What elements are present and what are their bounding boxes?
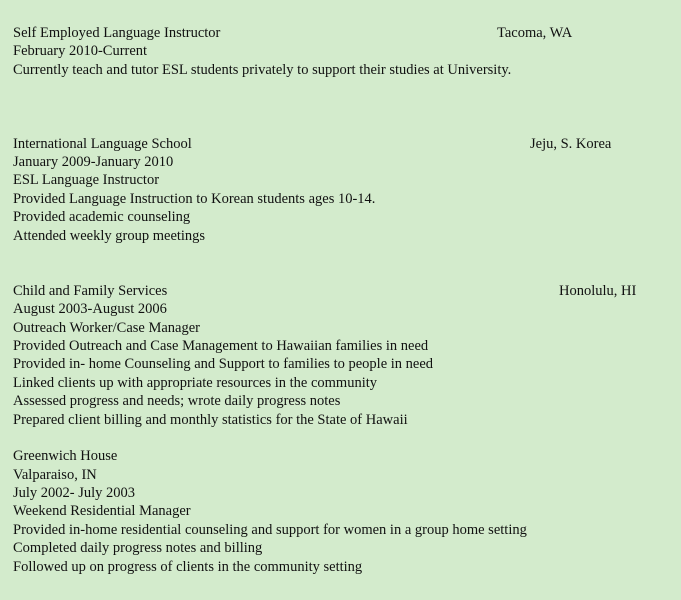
job-detail: Provided in- home Counseling and Support to families to people in need xyxy=(13,356,434,372)
job-employer: Self Employed Language Instructor xyxy=(13,25,221,41)
job-title: Outreach Worker/Case Manager xyxy=(13,320,200,336)
job-location: Jeju, S. Korea xyxy=(530,136,612,152)
job-detail: Provided Language Instruction to Korean students ages 10-14. xyxy=(13,191,376,207)
job-title: ESL Language Instructor xyxy=(13,172,160,188)
job-detail: Provided in-home residential counseling and support for women in a group home setting xyxy=(13,522,527,538)
job-detail: Assessed progress and needs; wrote daily progress notes xyxy=(13,393,341,409)
job-employer: International Language School xyxy=(13,136,192,152)
job-detail: Currently teach and tutor ESL students privately to support their studies at University. xyxy=(13,62,512,78)
job-dates: July 2002- July 2003 xyxy=(13,485,136,501)
job-location: Valparaiso, IN xyxy=(13,467,97,483)
job-employer: Greenwich House xyxy=(13,448,118,464)
job-location: Honolulu, HI xyxy=(559,283,637,299)
job-dates: February 2010-Current xyxy=(13,43,148,59)
job-dates: January 2009-January 2010 xyxy=(13,154,174,170)
job-dates: August 2003-August 2006 xyxy=(13,301,167,317)
job-location: Tacoma, WA xyxy=(497,25,573,41)
job-detail: Prepared client billing and monthly statistics for the State of Hawaii xyxy=(13,412,408,428)
job-detail: Provided Outreach and Case Management to Hawaiian families in need xyxy=(13,338,429,354)
job-detail: Provided academic counseling xyxy=(13,209,191,225)
resume-experience-section xyxy=(13,0,673,600)
job-detail: Followed up on progress of clients in the community setting xyxy=(13,559,363,575)
job-title: Weekend Residential Manager xyxy=(13,503,191,519)
job-detail: Completed daily progress notes and billing xyxy=(13,540,263,556)
job-employer: Child and Family Services xyxy=(13,283,168,299)
job-detail: Attended weekly group meetings xyxy=(13,228,206,244)
job-detail: Linked clients up with appropriate resources in the community xyxy=(13,375,378,391)
